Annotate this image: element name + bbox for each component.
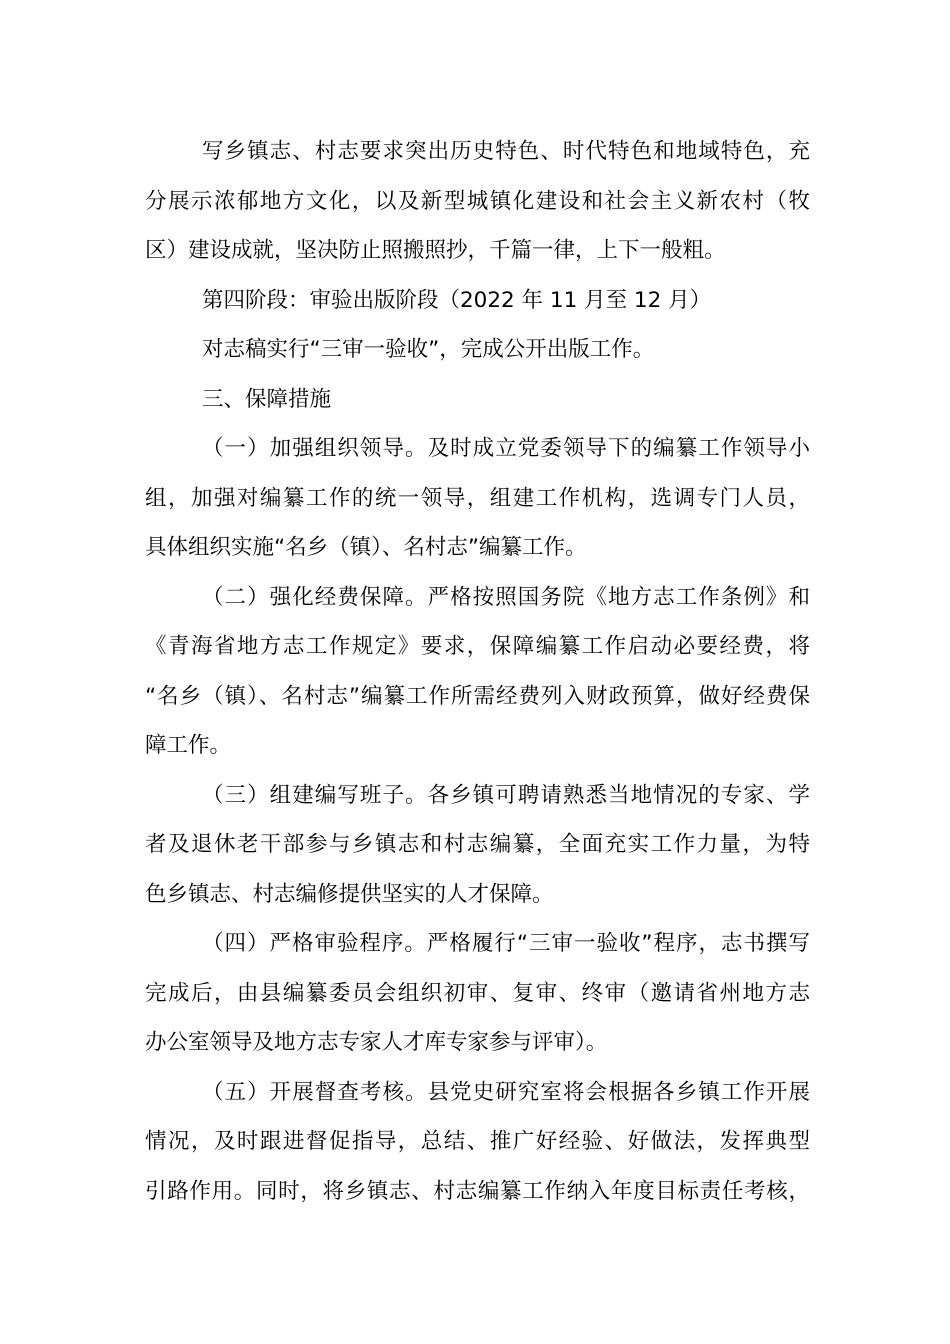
text-line: 者及退休老干部参与乡镇志和村志编纂，全面充实工作力量，为特 (145, 832, 810, 857)
text-line: 引路作用。同时，将乡镇志、村志编纂工作纳入年度目标责任考核， (145, 1178, 810, 1204)
text-line: 《青海省地方志工作规定》要求，保障编纂工作启动必要经费，将 (145, 634, 810, 659)
text-line: 办公室领导及地方志专家人才库专家参与评审）。 (145, 1030, 608, 1055)
text-line: 完成后，由县编纂委员会组织初审、复审、终审（邀请省州地方志 (145, 980, 810, 1006)
document-body (145, 127, 810, 1216)
text-line: 组，加强对编纂工作的统一领导，组建工作机构，选调专门人员， (145, 485, 810, 511)
paragraph-measure-1 (145, 424, 810, 573)
section-heading-safeguards (145, 375, 810, 425)
text-line: （二）强化经费保障。严格按照国务院《地方志工作条例》和 (202, 584, 810, 610)
text-line: 写乡镇志、村志要求突出历史特色、时代特色和地域特色，充 (202, 139, 810, 164)
text-line: 对志稿实行“三审一验收”，完成公开出版工作。 (202, 337, 655, 362)
section-heading: 三、保障措施 (202, 386, 332, 412)
text-line: （一）加强组织领导。及时成立党委领导下的编纂工作领导小 (202, 436, 810, 461)
text-line: 情况，及时跟进督促指导，总结、推广好经验、好做法，发挥典型 (145, 1129, 810, 1154)
paragraph-stage-four-heading (145, 276, 810, 326)
paragraph-measure-4 (145, 919, 810, 1068)
paragraph-measure-2 (145, 573, 810, 771)
paragraph-continuation (145, 127, 810, 276)
text-line: 分展示浓郁地方文化，以及新型城镇化建设和社会主义新农村（牧 (145, 188, 810, 214)
text-line: 区）建设成就，坚决防止照搬照抄，千篇一律，上下一般粗。 (145, 238, 726, 263)
paragraph-measure-3 (145, 771, 810, 920)
text-line: 色乡镇志、村志编修提供坚实的人才保障。 (145, 881, 554, 907)
paragraph-stage-four-body (145, 325, 810, 375)
paragraph-measure-5 (145, 1068, 810, 1217)
text-line: 障工作。 (145, 733, 232, 758)
text-line: 第四阶段：审验出版阶段（2022 年 11 月至 12 月） (202, 287, 712, 313)
text-line: “名乡（镇）、名村志”编纂工作所需经费列入财政预算，做好经费保 (145, 683, 810, 709)
text-line: （四）严格审验程序。严格履行“三审一验收”程序，志书撰写 (202, 931, 810, 956)
text-line: 具体组织实施“名乡（镇）、名村志”编纂工作。 (145, 535, 587, 560)
text-line: （三）组建编写班子。各乡镇可聘请熟悉当地情况的专家、学 (202, 782, 810, 808)
text-line: （五）开展督查考核。县党史研究室将会根据各乡镇工作开展 (202, 1079, 810, 1105)
